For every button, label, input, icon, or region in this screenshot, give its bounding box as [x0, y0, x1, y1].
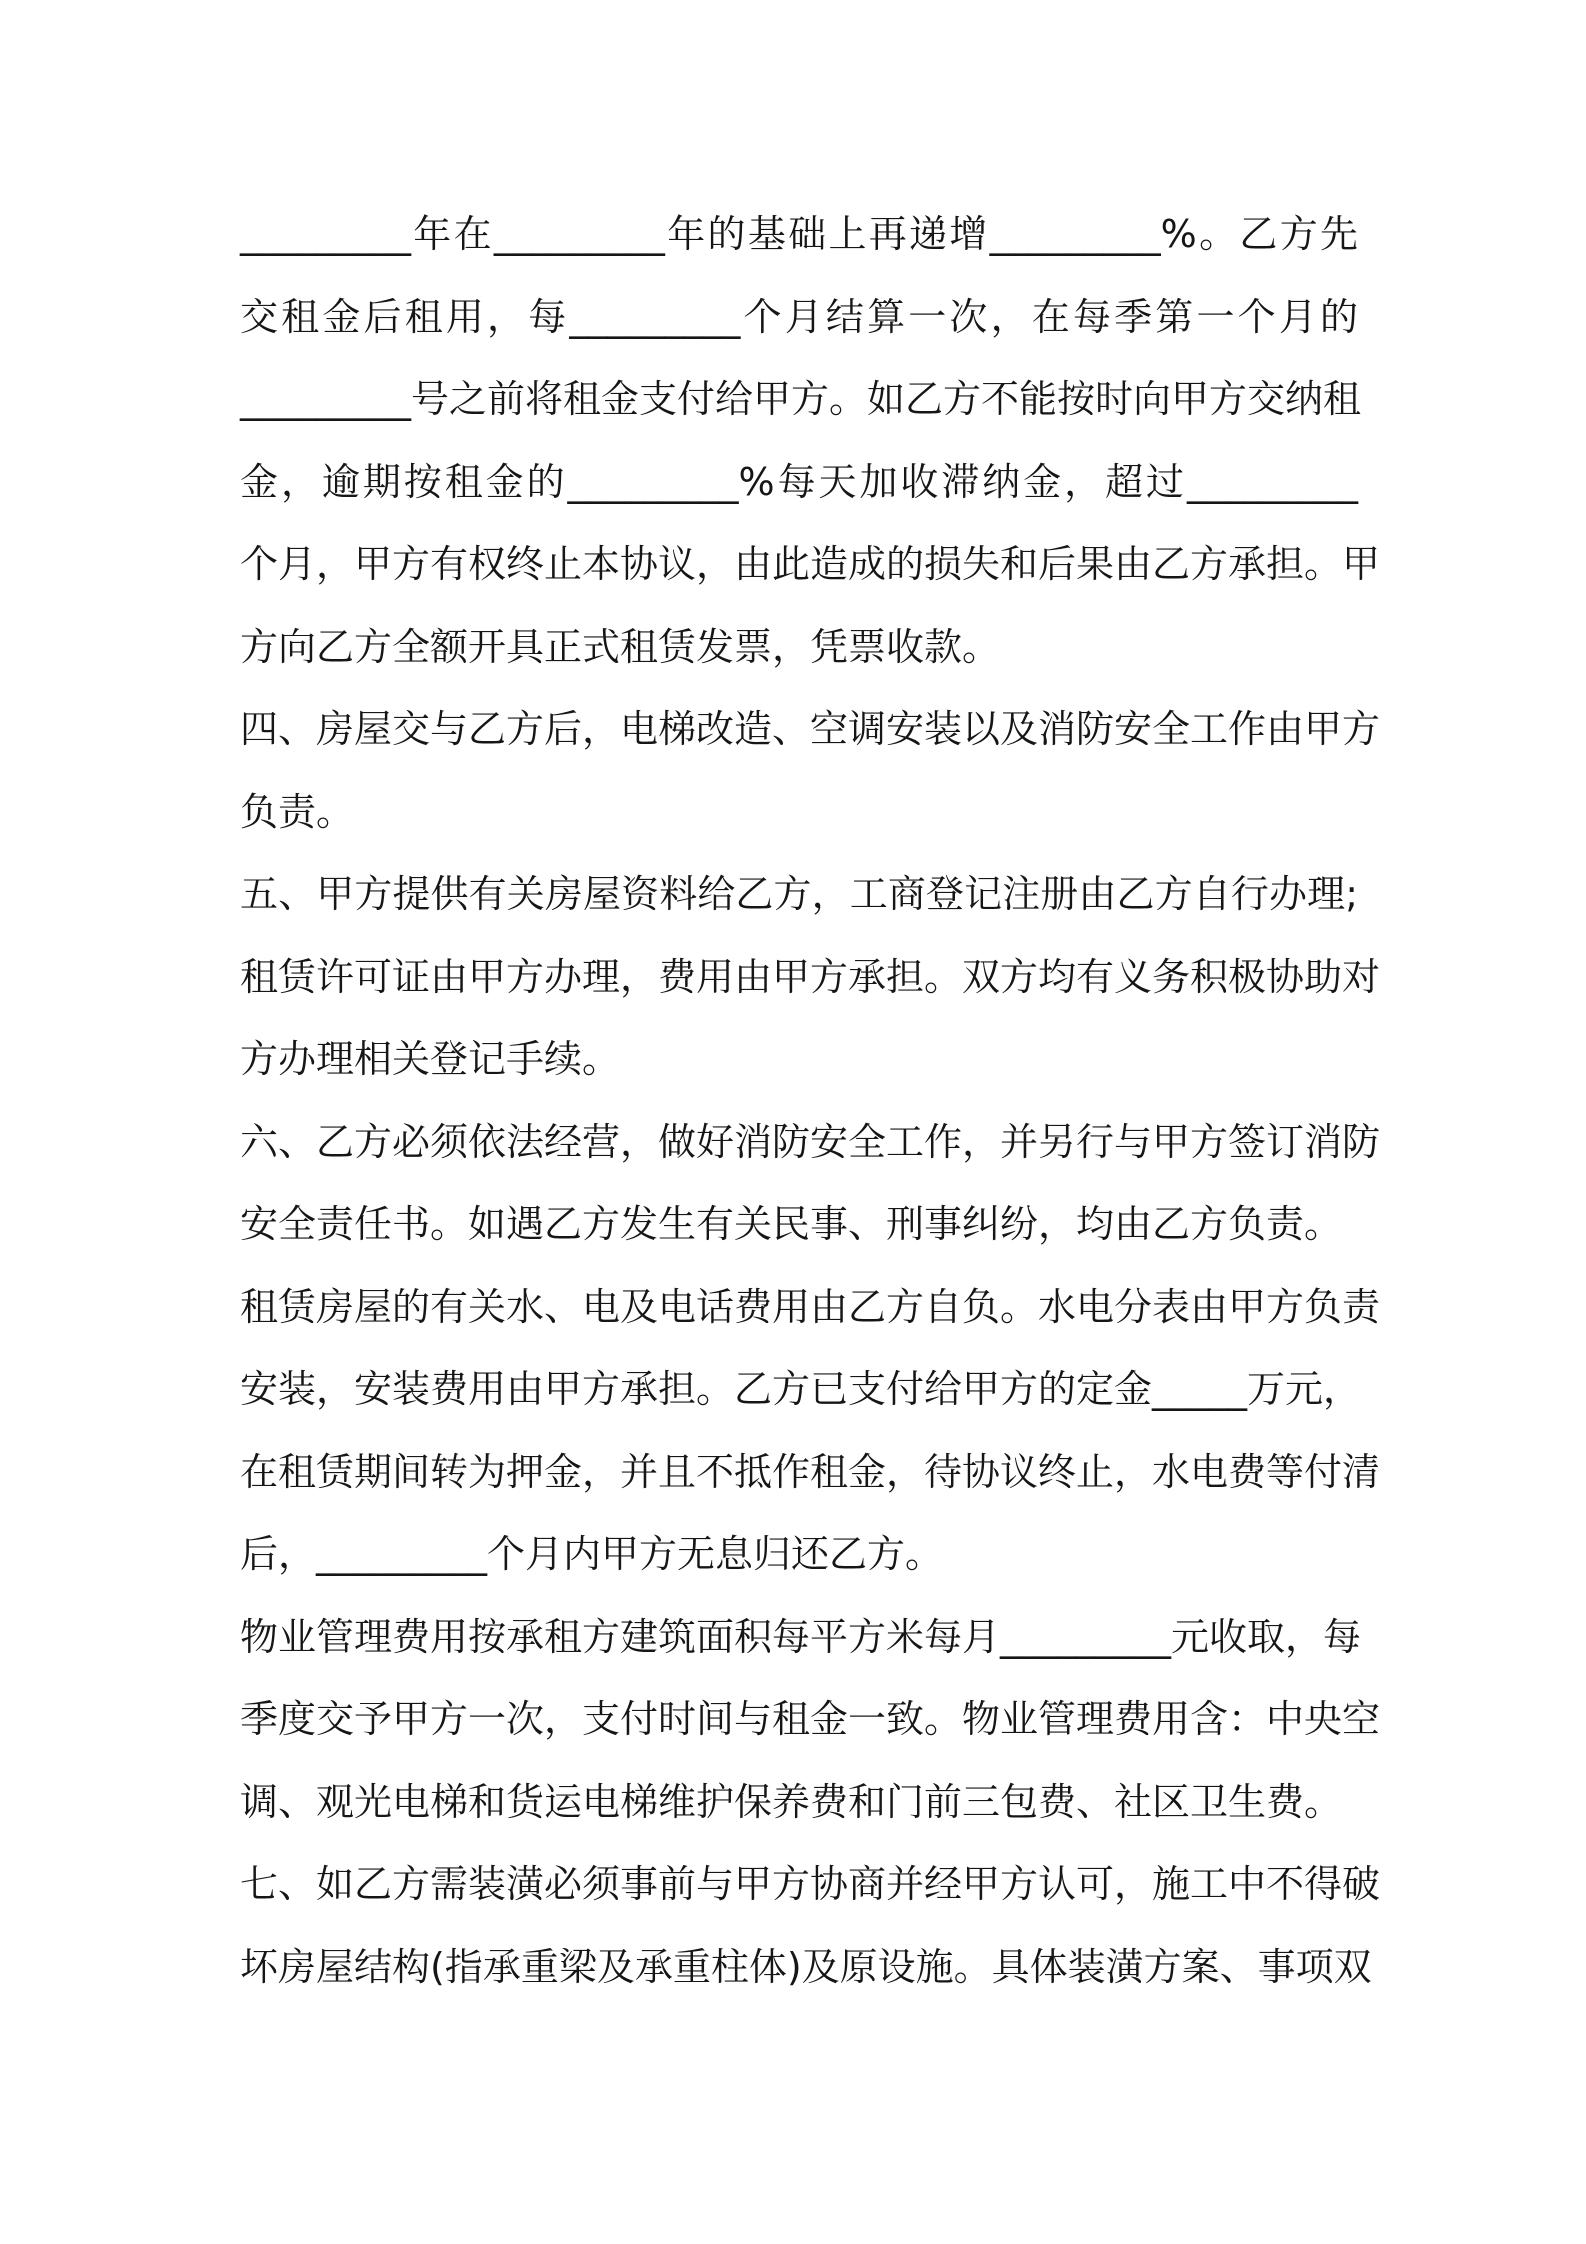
- text-line: 调、观光电梯和货运电梯维护保养费和门前三包费、社区卫生费。: [240, 1779, 1343, 1824]
- text-line: 交租金后租用，每_________个月结算一次，在每季第一个月的: [240, 294, 1358, 339]
- text-line: 七、如乙方需装潢必须事前与甲方协商并经甲方认可，施工中不得破: [240, 1862, 1381, 1906]
- contract-body: [240, 193, 1381, 2008]
- text-line: 五、甲方提供有关房屋资料给乙方，工商登记注册由乙方自行办理;: [240, 872, 1358, 916]
- text-line: 季度交予甲方一次，支付时间与租金一致。物业管理费用含：中央空: [240, 1697, 1381, 1741]
- text-line: 方向乙方全额开具正式租赁发票，凭票收款。: [240, 624, 1001, 669]
- text-line: 安装，安装费用由甲方承担。乙方已支付给甲方的定金_____万元，: [240, 1367, 1362, 1411]
- text-line: 在租赁期间转为押金，并且不抵作租金，待协议终止，水电费等付清: [240, 1449, 1381, 1494]
- text-line: _________年在_________年的基础上再递增_________%。乙方先: [240, 212, 1358, 256]
- text-line: 负责。: [240, 789, 355, 834]
- text-line: 方办理相关登记手续。: [240, 1037, 621, 1081]
- text-line: 后，_________个月内甲方无息归还乙方。: [240, 1532, 944, 1576]
- text-line: 坏房屋结构(指承重梁及承重柱体)及原设施。具体装潢方案、事项双: [240, 1944, 1372, 1989]
- text-line: _________号之前将租金支付给甲方。如乙方不能按时向甲方交纳租: [240, 377, 1362, 421]
- text-line: 个月，甲方有权终止本协议，由此造成的损失和后果由乙方承担。甲: [240, 542, 1381, 586]
- text-line: 租赁房屋的有关水、电及电话费用由乙方自负。水电分表由甲方负责: [240, 1284, 1381, 1329]
- text-line: 四、房屋交与乙方后，电梯改造、空调安装以及消防安全工作由甲方: [240, 707, 1381, 751]
- text-line: 安全责任书。如遇乙方发生有关民事、刑事纠纷，均由乙方负责。: [240, 1202, 1343, 1246]
- text-line: 金，逾期按租金的_________%每天加收滞纳金，超过_________: [240, 459, 1358, 504]
- text-line: 租赁许可证由甲方办理，费用由甲方承担。双方均有义务积极协助对: [240, 954, 1381, 999]
- text-line: 物业管理费用按承租方建筑面积每平方米每月_________元收取，每: [240, 1614, 1362, 1659]
- text-line: 六、乙方必须依法经营，做好消防安全工作，并另行与甲方签订消防: [240, 1119, 1381, 1164]
